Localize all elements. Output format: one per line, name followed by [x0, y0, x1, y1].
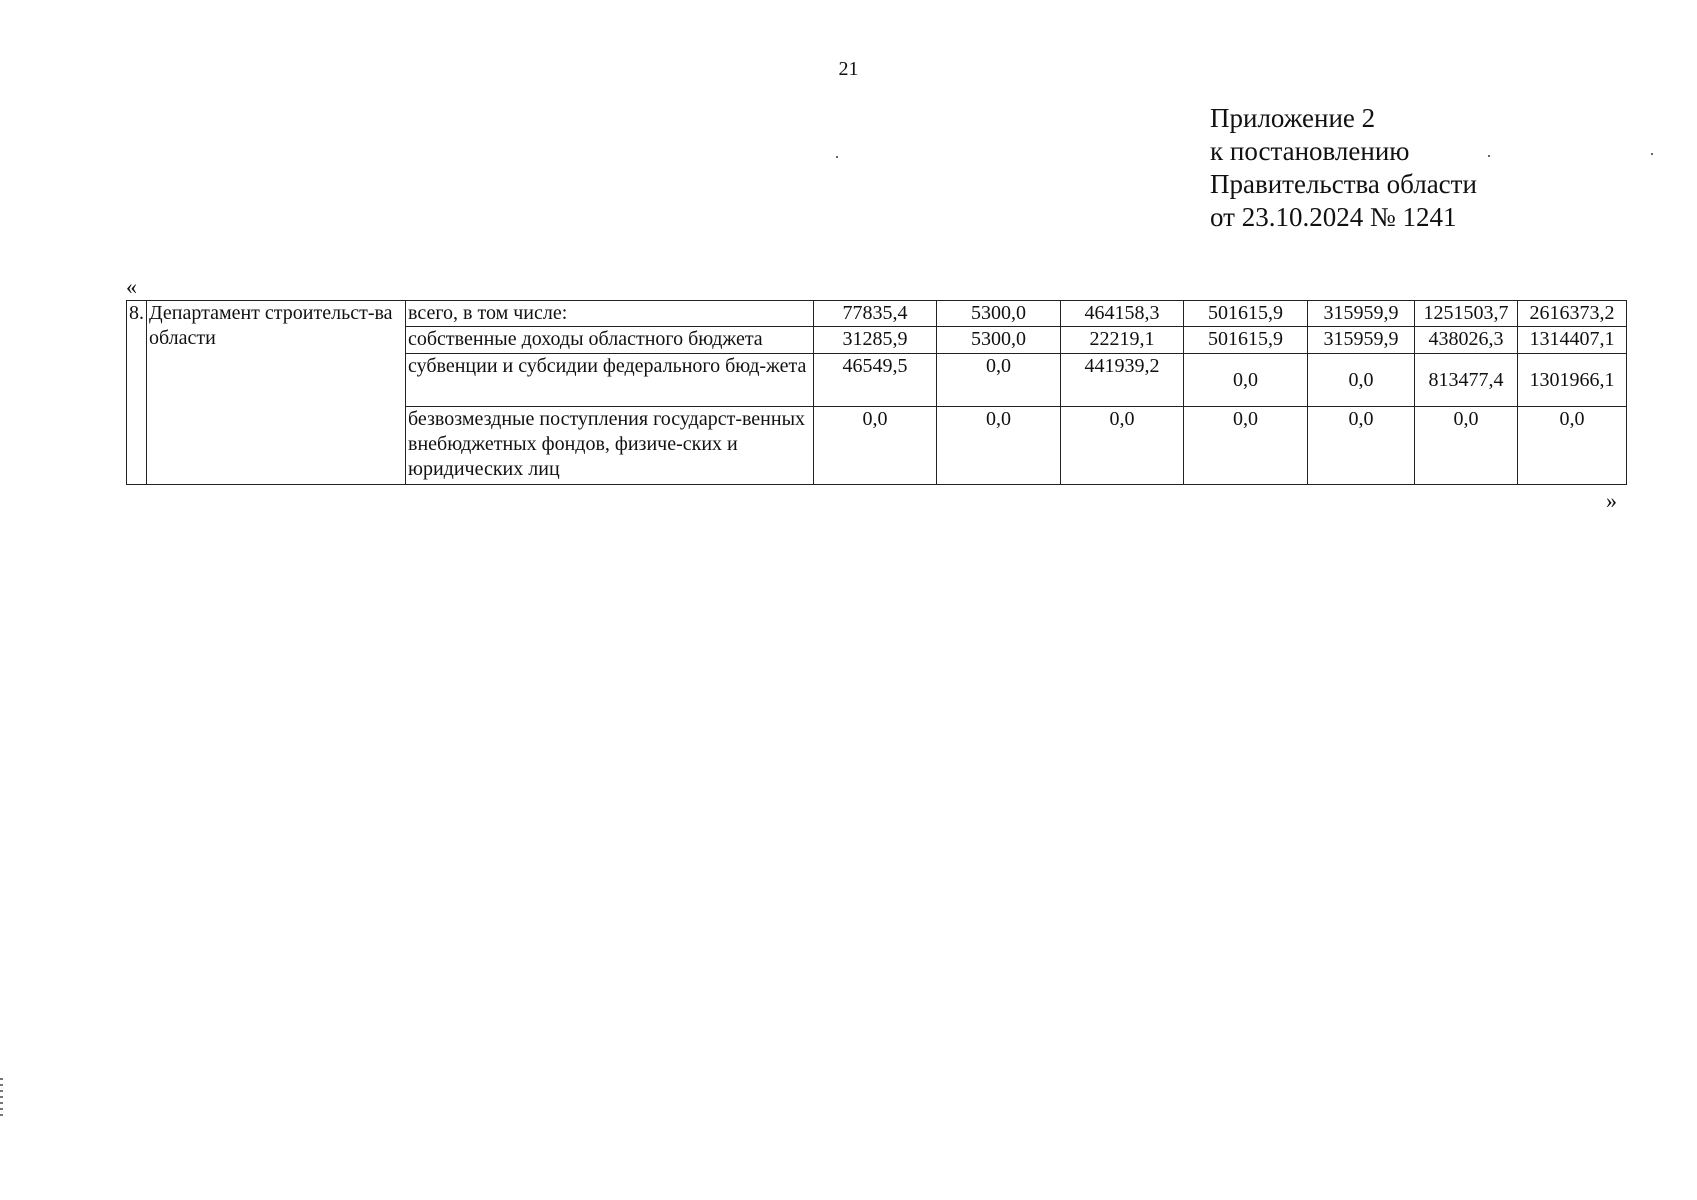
scan-speck: [1651, 153, 1653, 155]
value-cell: 0,0: [814, 407, 937, 485]
value-cell: 501615,9: [1184, 301, 1308, 327]
budget-table: [126, 300, 1627, 485]
value-cell: 22219,1: [1061, 327, 1184, 354]
value-cell: 77835,4: [814, 301, 937, 327]
value-cell: 1251503,7: [1415, 301, 1518, 327]
value-cell: 0,0: [1184, 407, 1308, 485]
value-cell: 0,0: [937, 407, 1061, 485]
scan-speck: [836, 156, 838, 158]
opening-quote: «: [126, 274, 137, 299]
table-row: [127, 301, 1627, 327]
value-cell: 46549,5: [814, 354, 937, 407]
appendix-line: Приложение 2: [1210, 103, 1376, 133]
value-cell: 441939,2: [1061, 354, 1184, 407]
value-cell: 5300,0: [937, 327, 1061, 354]
closing-quote: »: [1606, 488, 1617, 513]
row-label: собственные доходы областного бюджета: [406, 327, 814, 354]
scan-speck: [1488, 155, 1490, 157]
value-cell: 464158,3: [1061, 301, 1184, 327]
value-cell: 0,0: [1518, 407, 1627, 485]
value-cell: 2616373,2: [1518, 301, 1627, 327]
appendix-line: от 23.10.2024 № 1241: [1210, 202, 1457, 232]
value-cell: 0,0: [1415, 407, 1518, 485]
row-label: безвозмездные поступления государст-венных внебюджетных фондов, физиче-ских и юридических лиц: [406, 407, 814, 485]
department-name: Департамент строительст-ва области: [147, 301, 406, 485]
appendix-line: Правительства области: [1210, 169, 1477, 199]
value-cell: 315959,9: [1308, 327, 1415, 354]
value-cell: 5300,0: [937, 301, 1061, 327]
row-label: субвенции и субсидии федерального бюд-жета: [406, 354, 814, 407]
row-index: 8.: [127, 301, 147, 485]
value-cell: 813477,4: [1415, 354, 1518, 407]
value-cell: 0,0: [937, 354, 1061, 407]
appendix-heading: [1210, 102, 1477, 234]
value-cell: 0,0: [1184, 354, 1308, 407]
page-number: 21: [838, 58, 859, 80]
value-cell: 1301966,1: [1518, 354, 1627, 407]
value-cell: 0,0: [1061, 407, 1184, 485]
row-label: всего, в том числе:: [406, 301, 814, 327]
value-cell: 315959,9: [1308, 301, 1415, 327]
appendix-line: к постановлению: [1210, 136, 1410, 166]
value-cell: 438026,3: [1415, 327, 1518, 354]
value-cell: 0,0: [1308, 354, 1415, 407]
value-cell: 31285,9: [814, 327, 937, 354]
value-cell: 1314407,1: [1518, 327, 1627, 354]
value-cell: 0,0: [1308, 407, 1415, 485]
scan-edge-mark: [0, 1078, 3, 1118]
value-cell: 501615,9: [1184, 327, 1308, 354]
